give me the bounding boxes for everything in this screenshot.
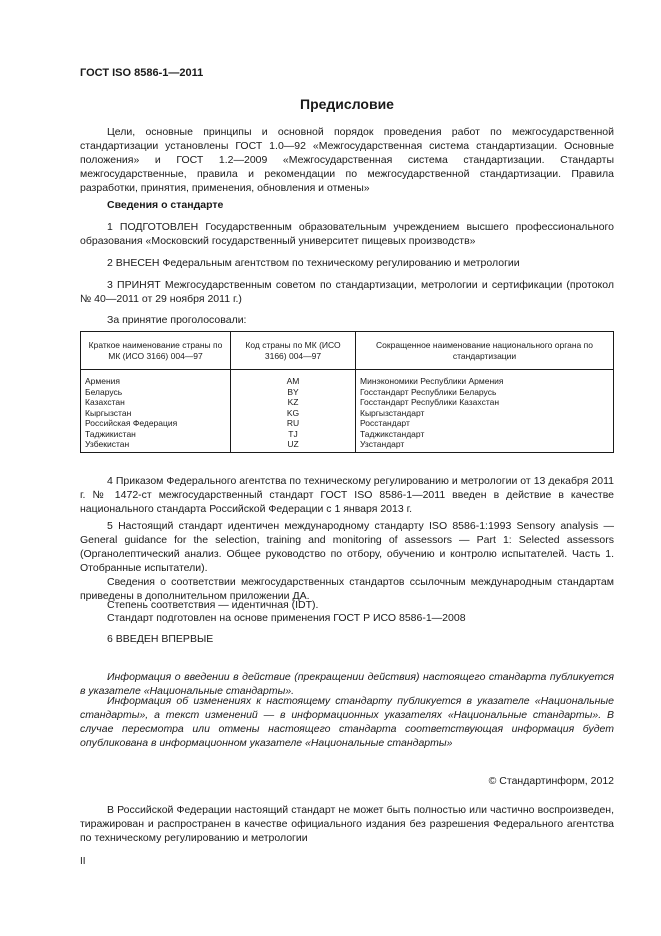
body-cell: Узстандарт — [356, 439, 614, 452]
body-cell: Госстандарт Республики Казахстан — [356, 397, 614, 408]
item-5: 5 Настоящий стандарт идентичен международному стандарту ISO 8586-1:1993 Sensory analysis — General guidance for the selection, training and monitoring of assessors — Part 1: Selected assessors (Органолептический анализ. Общее руководство по отбору, обучению и контролю испытателей. Часть 1. Отобранные испытатели). — [80, 520, 614, 574]
voting-table — [80, 331, 614, 453]
country-cell: Армения — [81, 370, 231, 387]
table-row — [81, 387, 614, 398]
table-header-row — [81, 332, 614, 370]
item-2: 2 ВНЕСЕН Федеральным агентством по техническому регулированию и метрологии — [107, 257, 520, 269]
page-title: Предисловие — [300, 96, 394, 112]
table-row — [81, 370, 614, 387]
table-row — [81, 397, 614, 408]
col-code-header: Код страны по МК (ИСО 3166) 004—97 — [231, 332, 356, 370]
copyright-line: © Стандартинформ, 2012 — [488, 775, 614, 787]
col-body-header: Сокращенное наименование национального органа по стандартизации — [356, 332, 614, 370]
col-country-header: Краткое наименование страны по МК (ИСО 3166) 004—97 — [81, 332, 231, 370]
table-row — [81, 418, 614, 429]
item-3: 3 ПРИНЯТ Межгосударственным советом по стандартизации, метрологии и сертификации (протокол № 40—2011 от 29 ноября 2011 г.) — [80, 279, 614, 305]
body-cell: Минэкономики Республики Армения — [356, 370, 614, 387]
body-cell: Росстандарт — [356, 418, 614, 429]
table-row — [81, 408, 614, 419]
item-5-harmonization: Сведения о соответствии межгосударственных стандартов ссылочным международным стандартам приведены в дополнительном приложении ДА. — [80, 576, 614, 602]
country-cell: Беларусь — [81, 387, 231, 398]
country-cell: Узбекистан — [81, 439, 231, 452]
country-cell: Таджикистан — [81, 429, 231, 440]
item-5-degree: Степень соответствия — идентичная (IDT). — [107, 599, 319, 611]
body-cell: Таджикстандарт — [356, 429, 614, 440]
item-6: 6 ВВЕДЕН ВПЕРВЫЕ — [107, 633, 214, 645]
code-cell: KG — [231, 408, 356, 419]
code-cell: KZ — [231, 397, 356, 408]
body-cell: Госстандарт Республики Беларусь — [356, 387, 614, 398]
country-cell: Казахстан — [81, 397, 231, 408]
section-title: Сведения о стандарте — [107, 199, 224, 211]
info-paragraph-1: Информация о введении в действие (прекращении действия) настоящего стандарта публикуется в указателе «Национальные стандарты». — [80, 671, 614, 697]
item-5-basis: Стандарт подготовлен на основе применения ГОСТ Р ИСО 8586-1—2008 — [107, 612, 466, 624]
intro-paragraph: Цели, основные принципы и основной порядок проведения работ по межгосударственной стандартизации установлены ГОСТ 1.0—92 «Межгосударственная система стандартизации. Основные положения» и ГОСТ 1.2—2009 «Межгосударственная система стандартизации. Стандарты межгосударственные, правила и рекомендации по межгосударственной стандартизации. Правила разработки, принятия, применения, обновления и отмены» — [80, 126, 614, 194]
code-cell: UZ — [231, 439, 356, 452]
table-row — [81, 429, 614, 440]
table-row — [81, 439, 614, 452]
document-header: ГОСТ ISO 8586-1—2011 — [80, 67, 204, 79]
code-cell: RU — [231, 418, 356, 429]
item-1: 1 ПОДГОТОВЛЕН Государственным образовательным учреждением высшего профессионального образования «Московский государственный университет пищевых производств» — [80, 221, 614, 247]
info-paragraph-2: Информация об изменениях к настоящему стандарту публикуется в указателе «Национальные стандарты», а текст изменений — в информационных указателях «Национальные стандарты». В случае пересмотра или отмены настоящего стандарта соответствующая информация будет опубликована в информационном указателе «Национальные стандарты» — [80, 695, 614, 749]
code-cell: TJ — [231, 429, 356, 440]
country-cell: Кыргызстан — [81, 408, 231, 419]
country-cell: Российская Федерация — [81, 418, 231, 429]
rights-paragraph: В Российской Федерации настоящий стандарт не может быть полностью или частично воспроизведен, тиражирован и распространен в качестве официального издания без разрешения Федерального агентства по техническому регулированию и метрологии — [80, 804, 614, 844]
item-4: 4 Приказом Федерального агентства по техническому регулированию и метрологии от 13 декабря 2011 г. № 1472-ст межгосударственный стандарт ГОСТ ISO 8586-1—2011 введен в действие в качестве национального стандарта Российской Федерации с 1 января 2013 г. — [80, 475, 614, 515]
code-cell: BY — [231, 387, 356, 398]
body-cell: Кыргызстандарт — [356, 408, 614, 419]
code-cell: AM — [231, 370, 356, 387]
page-number: II — [80, 856, 86, 867]
vote-label: За принятие проголосовали: — [107, 314, 247, 326]
